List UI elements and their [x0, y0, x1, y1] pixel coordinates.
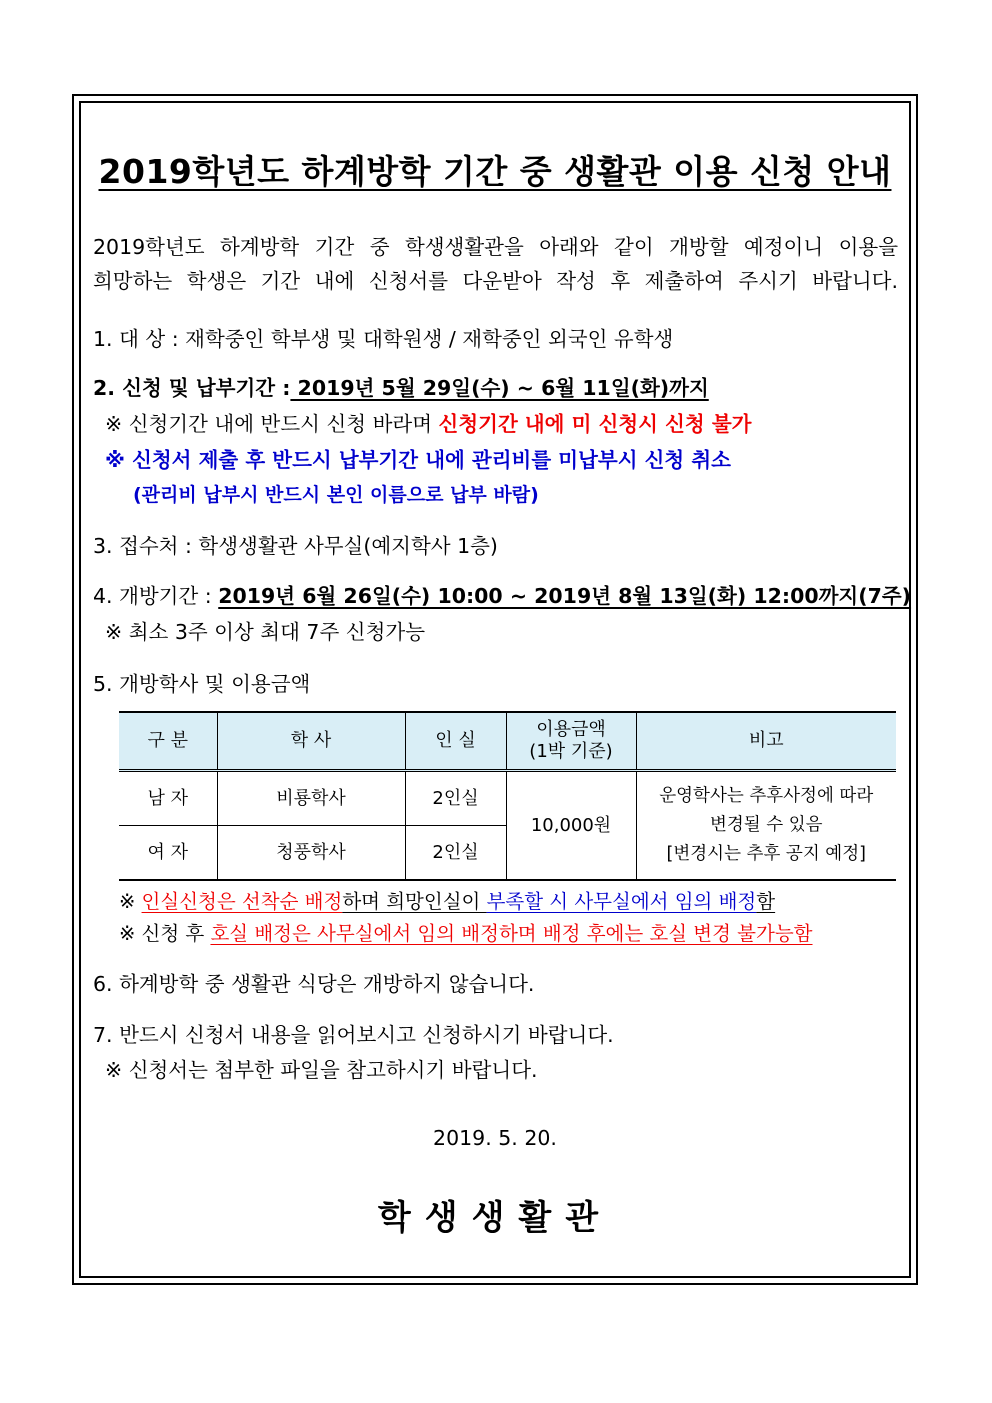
table-note-2-red: 호실 배정은 사무실에서 임의 배정하며 배정 후에는 호실 변경 불가능함 [210, 922, 813, 945]
item-2-period [93, 374, 709, 402]
table-note-1-end: 함 [756, 890, 776, 913]
item-2-note-1-warning: 신청기간 내에 미 신청시 신청 불가 [438, 412, 752, 436]
table-note-1-blue: 부족할 시 사무실에서 임의 배정 [486, 890, 757, 913]
row-dorm: 비룡학사 [217, 771, 405, 826]
item-4-open-period [93, 582, 911, 610]
remarks-line-1: 운영학사는 추후사정에 따라 [659, 786, 874, 806]
table-header-row [119, 712, 896, 771]
header-dorm: 학 사 [217, 712, 405, 771]
row-room: 2인실 [405, 826, 506, 881]
item-4-note: ※ 최소 3주 이상 최대 7주 신청가능 [105, 620, 425, 644]
item-2-note-1 [105, 410, 751, 438]
item-1-target: 1. 대 상 : 재학중인 학부생 및 대학원생 / 재학중인 외국인 유학생 [93, 327, 674, 351]
header-fee-basis: (1박 기준) [529, 741, 613, 762]
row-gender: 여 자 [119, 826, 217, 881]
remarks-line-2: 변경될 수 있음 [709, 815, 823, 835]
item-4-label: 4. 개방기간 : [93, 584, 219, 608]
item-2-label: 2. 신청 및 납부기간 : [93, 376, 291, 400]
intro-line-2: 희망하는 학생은 기간 내에 신청서를 다운받아 작성 후 제출하여 주시기 바랍니다. [93, 269, 898, 293]
item-6-cafeteria: 6. 하계방학 중 생활관 식당은 개방하지 않습니다. [93, 972, 535, 996]
table-note-2-mark: ※ 신청 후 [119, 922, 211, 945]
item-2-note-2: ※ 신청서 제출 후 반드시 납부기간 내에 관리비를 미납부시 신청 취소 [105, 448, 731, 472]
remarks-line-3: [변경시는 추후 공지 예정] [666, 844, 866, 864]
item-2-note-1-prefix: ※ 신청기간 내에 반드시 신청 바라며 [105, 412, 439, 436]
table-note-1-mid: 하며 희망인실이 [342, 890, 487, 913]
item-4-value: 2019년 6월 26일(수) 10:00 ~ 2019년 8월 13일(화) 12:00까지(7주) [218, 584, 912, 608]
header-category: 구 분 [119, 712, 217, 771]
table-row [119, 771, 896, 826]
item-2-value: 2019년 5월 29일(수) ~ 6월 11일(화)까지 [290, 376, 709, 400]
row-gender: 남 자 [147, 787, 188, 809]
item-7-note: ※ 신청서는 첨부한 파일을 참고하시기 바랍니다. [105, 1058, 538, 1082]
table-note-1-mark: ※ [119, 890, 142, 913]
item-2-note-3: (관리비 납부시 반드시 본인 이름으로 납부 바람) [133, 484, 539, 506]
row-dorm: 청풍학사 [217, 826, 405, 881]
issuer-signature: 학생생활관 [377, 1198, 613, 1238]
header-fee-title: 이용금액 [536, 719, 606, 740]
item-5-heading: 5. 개방학사 및 이용금액 [93, 672, 311, 696]
fee-cell: 10,000원 [506, 771, 636, 881]
header-fee [506, 712, 636, 771]
item-7-instructions: 7. 반드시 신청서 내용을 읽어보시고 신청하시기 바랍니다. [93, 1023, 614, 1047]
document-date: 2019. 5. 20. [433, 1126, 557, 1150]
item-3-office: 3. 접수처 : 학생생활관 사무실(예지학사 1층) [93, 534, 498, 558]
remarks-cell [636, 771, 896, 881]
intro-paragraph [93, 230, 898, 298]
row-room: 2인실 [405, 771, 506, 826]
table-note-2 [119, 920, 813, 948]
document-title: 2019학년도 하계방학 기간 중 생활관 이용 신청 안내 [98, 152, 892, 191]
header-room: 인 실 [405, 712, 506, 771]
table-note-1 [119, 888, 775, 916]
fee-table [119, 711, 896, 881]
table-note-1-red: 인실신청은 선착순 배정 [141, 890, 343, 913]
intro-line-1: 2019학년도 하계방학 기간 중 학생생활관을 아래와 같이 개방할 예정이니 이용을 [93, 235, 898, 259]
header-remarks: 비고 [636, 712, 896, 771]
